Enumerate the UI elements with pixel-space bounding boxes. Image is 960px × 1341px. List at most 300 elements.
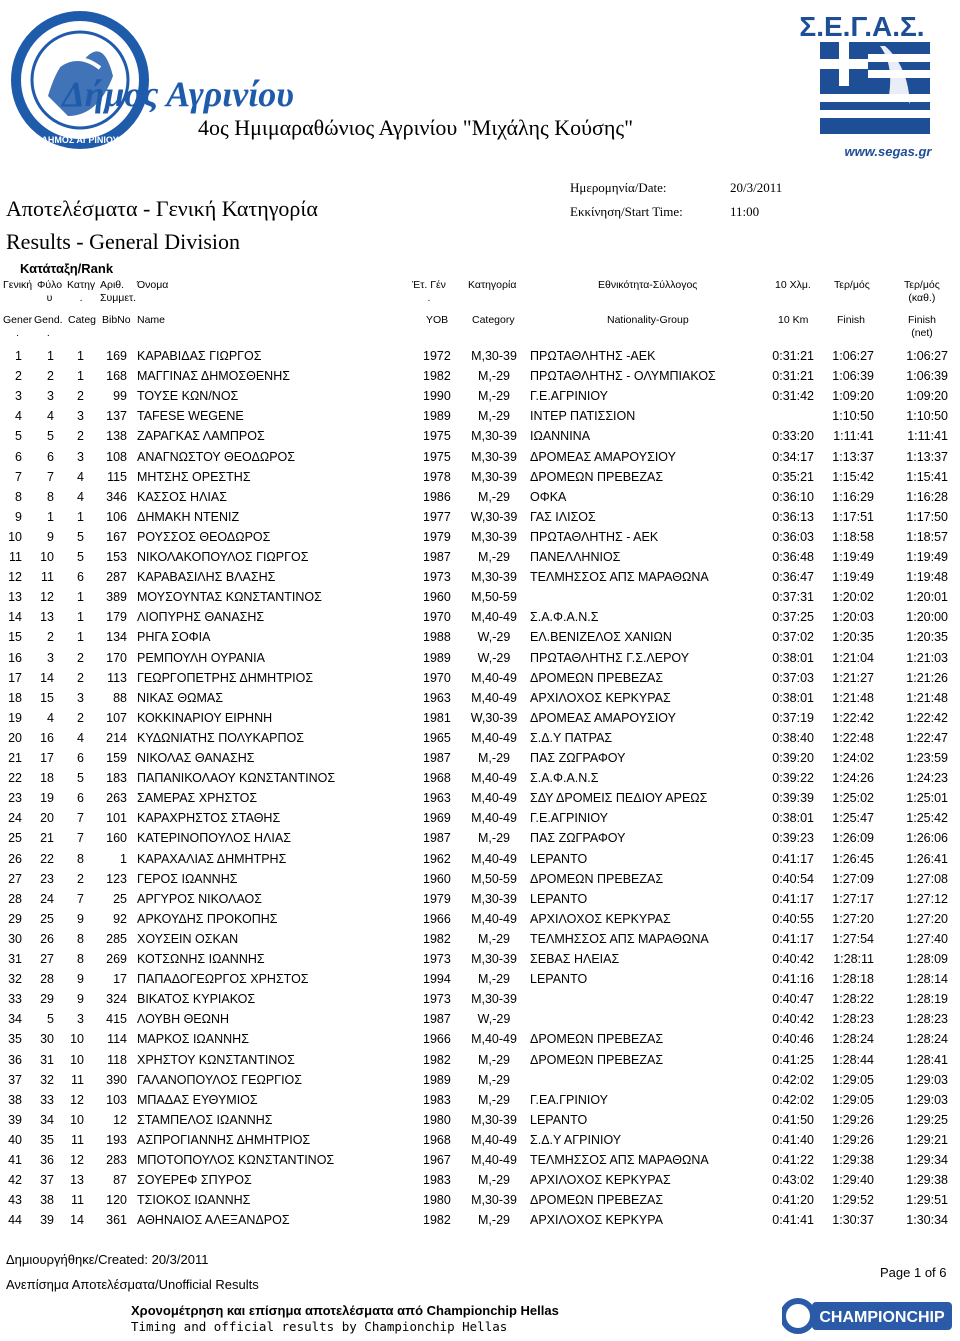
cell-bib-number: 134: [106, 630, 127, 645]
cell-split-10km: 0:41:40: [772, 1132, 814, 1147]
table-row: [0, 1090, 960, 1110]
col-finish-en: Finish: [837, 314, 866, 326]
cell-rank: 3: [15, 389, 22, 404]
cell-year-of-birth: 1979: [423, 529, 451, 544]
table-row: [0, 1029, 960, 1049]
cell-category-rank: 1: [77, 509, 84, 524]
cell-gender-rank: 28: [40, 972, 54, 987]
cell-category-rank: 3: [77, 690, 84, 705]
cell-net-time: 1:16:28: [906, 489, 948, 504]
table-row: [0, 788, 960, 808]
cell-category: M,30-39: [471, 570, 517, 585]
cell-year-of-birth: 1967: [423, 1153, 451, 1167]
cell-bib-number: 106: [106, 509, 127, 524]
cell-club: ΠΡΩΤΑΘΛΗΤΗΣ - ΑΕΚ: [530, 529, 659, 544]
cell-athlete-name: ΣΟΥΕΡΕΦ ΣΠΥΡΟΣ: [137, 1173, 252, 1188]
col-category-gr: Κατηγ .: [67, 279, 96, 304]
cell-finish-time: 1:09:20: [832, 389, 874, 404]
table-row: [0, 969, 960, 989]
table-row: [0, 567, 960, 587]
cell-year-of-birth: 1969: [423, 811, 451, 826]
cell-category: M,40-49: [471, 670, 517, 685]
cell-athlete-name: ΓΕΡΟΣ ΙΩΑΝΝΗΣ: [137, 871, 238, 886]
cell-category: W,30-39: [470, 509, 518, 524]
table-row: [0, 1170, 960, 1190]
table-row: [0, 648, 960, 668]
cell-finish-time: 1:13:37: [832, 449, 874, 464]
cell-gender-rank: 36: [40, 1153, 54, 1167]
cell-net-time: 1:20:00: [906, 610, 948, 625]
footer-created: Δημιουργήθηκε/Created: 20/3/2011: [6, 1252, 209, 1267]
cell-club: ΔΡΟΜΕΑΣ ΑΜΑΡΟΥΣΙΟΥ: [530, 710, 676, 725]
cell-gender-rank: 11: [41, 570, 54, 585]
cell-athlete-name: ΜΠΑΔΑΣ ΕΥΘΥΜΙΟΣ: [137, 1092, 258, 1107]
cell-category: M,-29: [478, 1173, 510, 1188]
table-row: [0, 748, 960, 768]
cell-bib-number: 167: [106, 529, 127, 544]
cell-split-10km: 0:38:01: [772, 811, 814, 826]
cell-bib-number: 179: [106, 610, 127, 625]
cell-athlete-name: ΠΑΠΑΔΟΓΕΩΡΓΟΣ ΧΡΗΣΤΟΣ: [137, 972, 309, 987]
cell-rank: 9: [15, 509, 22, 524]
cell-net-time: 1:18:57: [906, 529, 948, 544]
championchip-swirl-icon: [783, 1301, 813, 1331]
cell-finish-time: 1:25:02: [832, 791, 874, 806]
cell-year-of-birth: 1973: [423, 992, 451, 1007]
cell-athlete-name: ΣΑΜΕΡΑΣ ΧΡΗΣΤΟΣ: [137, 791, 258, 806]
cell-athlete-name: ΜΟΥΣΟΥΝΤΑΣ ΚΩΝΣΤΑΝΤΙΝΟΣ: [137, 590, 322, 605]
cell-net-time: 1:27:12: [906, 891, 948, 906]
cell-bib-number: 168: [106, 369, 127, 384]
date-value: 20/3/2011: [730, 180, 783, 195]
cell-net-time: 1:28:09: [906, 952, 948, 966]
cell-finish-time: 1:27:17: [832, 891, 874, 906]
cell-gender-rank: 8: [47, 489, 54, 504]
cell-club: Σ.Δ.Υ ΠΑΤΡΑΣ: [530, 730, 613, 745]
cell-finish-time: 1:29:26: [832, 1112, 874, 1127]
cell-category: M,-29: [478, 1213, 510, 1228]
cell-gender-rank: 33: [40, 1092, 54, 1107]
cell-gender-rank: 4: [47, 409, 54, 424]
cell-category: M,30-39: [471, 529, 517, 544]
cell-split-10km: 0:41:17: [772, 891, 814, 906]
cell-rank: 21: [8, 751, 22, 765]
table-row: [0, 426, 960, 446]
cell-category: W,-29: [477, 650, 511, 665]
cell-gender-rank: 34: [40, 1112, 54, 1127]
cell-rank: 29: [8, 911, 22, 926]
cell-bib-number: 120: [106, 1193, 127, 1208]
cell-year-of-birth: 1973: [423, 570, 451, 585]
cell-finish-time: 1:21:48: [832, 690, 874, 705]
cell-category: W,30-39: [470, 710, 518, 725]
cell-category: M,40-49: [471, 791, 517, 806]
cell-net-time: 1:29:03: [906, 1072, 948, 1087]
cell-club: Γ.Ε.ΑΓΡΙΝΙΟΥ: [530, 389, 608, 404]
cell-gender-rank: 9: [47, 529, 54, 544]
cell-gender-rank: 10: [40, 550, 54, 564]
table-row: [0, 1009, 960, 1029]
table-row: [0, 366, 960, 386]
cell-net-time: 1:28:23: [906, 1012, 948, 1027]
cell-category-rank: 1: [77, 610, 84, 625]
cell-split-10km: 0:36:13: [772, 509, 814, 524]
cell-finish-time: 1:19:49: [832, 550, 874, 564]
cell-gender-rank: 24: [40, 891, 54, 906]
cell-athlete-name: ΚΑΣΣΟΣ ΗΛΙΑΣ: [137, 489, 227, 504]
cell-category: M,-29: [478, 1092, 510, 1107]
cell-category-rank: 6: [77, 570, 84, 585]
cell-gender-rank: 15: [40, 690, 54, 705]
cell-bib-number: 101: [106, 811, 127, 826]
cell-split-10km: 0:41:20: [772, 1193, 814, 1208]
cell-year-of-birth: 1981: [423, 710, 451, 725]
date-label: Ημερομηνία/Date:: [570, 180, 667, 195]
cell-net-time: 1:27:20: [906, 911, 948, 926]
cell-finish-time: 1:27:20: [832, 911, 874, 926]
cell-category-rank: 1: [77, 630, 84, 645]
col-category-en: Categ: [68, 314, 97, 326]
cell-finish-time: 1:21:04: [832, 650, 874, 665]
cell-rank: 24: [8, 811, 22, 826]
cell-rank: 25: [8, 831, 22, 846]
cell-athlete-name: ΤΣΙΟΚΟΣ ΙΩΑΝΝΗΣ: [137, 1193, 251, 1208]
table-row: [0, 949, 960, 969]
cell-net-time: 1:20:35: [906, 630, 948, 645]
cell-bib-number: 114: [107, 1032, 127, 1047]
cell-club: ΤΕΛΜΗΣΣΟΣ ΑΠΣ ΜΑΡΑΘΩΝΑ: [530, 1153, 709, 1167]
cell-athlete-name: ΑΡΚΟΥΔΗΣ ΠΡΟΚΟΠΗΣ: [137, 911, 278, 926]
cell-year-of-birth: 1982: [423, 1213, 451, 1228]
table-row: [0, 929, 960, 949]
cell-year-of-birth: 1989: [423, 650, 451, 665]
cell-athlete-name: ΔΗΜΑΚΗ ΝΤΕΝΙΖ: [137, 509, 240, 524]
cell-year-of-birth: 1963: [423, 791, 451, 806]
cell-rank: 11: [9, 550, 22, 564]
cell-split-10km: 0:31:21: [772, 369, 814, 384]
cell-year-of-birth: 1965: [423, 730, 451, 745]
cell-rank: 17: [8, 670, 22, 685]
rank-label: Κατάταξη/Rank: [20, 261, 114, 276]
cell-category-rank: 3: [77, 1012, 84, 1027]
cell-club: Σ.Α.Φ.Α.Ν.Σ: [530, 610, 599, 625]
cell-club: ΤΕΛΜΗΣΣΟΣ ΑΠΣ ΜΑΡΑΘΩΝΑ: [530, 570, 709, 585]
col-club-en: Nationality-Group: [607, 314, 689, 326]
table-row: [0, 447, 960, 467]
start-time-label: Εκκίνηση/Start Time:: [570, 204, 683, 219]
cell-year-of-birth: 1973: [423, 952, 451, 966]
cell-category-rank: 2: [77, 650, 84, 665]
cell-split-10km: 0:38:01: [772, 690, 814, 705]
segas-logo-text: Σ.Ε.Γ.Α.Σ.: [799, 11, 925, 42]
cell-club: ΑΡΧΙΛΟΧΟΣ ΚΕΡΚΥΡΑ: [530, 1213, 663, 1228]
cell-finish-time: 1:30:37: [832, 1213, 874, 1228]
cell-finish-time: 1:28:22: [832, 992, 874, 1007]
cell-finish-time: 1:17:51: [832, 509, 874, 524]
table-row: [0, 869, 960, 889]
cell-gender-rank: 20: [40, 811, 54, 826]
cell-split-10km: 0:40:54: [772, 871, 814, 886]
cell-bib-number: 113: [107, 670, 127, 685]
cell-split-10km: 0:40:42: [772, 1012, 814, 1027]
cell-club: ΠΑΝΕΛΛΗΝΙΟΣ: [530, 550, 621, 564]
cell-gender-rank: 38: [40, 1193, 54, 1208]
cell-category: M,-29: [478, 1072, 510, 1087]
cell-athlete-name: ΜΗΤΣΗΣ ΟΡΕΣΤΗΣ: [137, 469, 251, 484]
col-name-gr: Όνομα: [137, 279, 169, 291]
cell-net-time: 1:29:34: [906, 1153, 948, 1167]
municipality-seal-text: ΔΗΜΟΣ ΑΓΡΙΝΙΟΥ: [41, 135, 119, 145]
cell-club: ΠΡΩΤΑΘΛΗΤΗΣ - ΟΛΥΜΠΙΑΚΟΣ: [530, 369, 716, 384]
cell-rank: 27: [8, 871, 22, 886]
cell-gender-rank: 6: [47, 449, 54, 464]
cell-year-of-birth: 1963: [423, 690, 451, 705]
cell-finish-time: 1:26:09: [832, 831, 874, 846]
cell-category-rank: 6: [77, 791, 84, 806]
cell-finish-time: 1:19:49: [832, 570, 874, 585]
cell-split-10km: 0:37:31: [772, 590, 814, 605]
cell-athlete-name: ΓΕΩΡΓΟΠΕΤΡΗΣ ΔΗΜΗΤΡΙΟΣ: [137, 670, 314, 685]
cell-gender-rank: 25: [40, 911, 54, 926]
page-title-english: Results - General Division: [6, 229, 241, 254]
cell-finish-time: 1:06:39: [832, 369, 874, 384]
cell-split-10km: 0:37:25: [772, 610, 814, 625]
cell-bib-number: 159: [106, 751, 127, 765]
cell-year-of-birth: 1970: [423, 610, 451, 625]
cell-finish-time: 1:21:27: [832, 670, 874, 685]
page-number: Page 1 of 6: [880, 1265, 947, 1280]
cell-bib-number: 389: [106, 590, 127, 605]
cell-gender-rank: 3: [47, 650, 54, 665]
col-gender-gr: Φύλο υ: [37, 279, 63, 304]
cell-year-of-birth: 1966: [423, 1032, 451, 1047]
cell-category-rank: 8: [77, 952, 84, 966]
cell-finish-time: 1:28:11: [833, 952, 874, 966]
cell-finish-time: 1:27:54: [832, 931, 874, 946]
cell-split-10km: 0:36:48: [772, 550, 814, 564]
cell-year-of-birth: 1977: [423, 509, 451, 524]
cell-category: M,40-49: [471, 851, 517, 866]
cell-split-10km: 0:37:03: [772, 670, 814, 685]
table-row: [0, 1190, 960, 1210]
cell-club: ΔΡΟΜΕΩΝ ΠΡΕΒΕΖΑΣ: [530, 469, 664, 484]
table-row: [0, 808, 960, 828]
cell-finish-time: 1:29:38: [832, 1153, 874, 1167]
cell-gender-rank: 1: [47, 349, 54, 363]
cell-category: M,30-39: [471, 469, 517, 484]
cell-athlete-name: ΧΡΗΣΤΟΥ ΚΩΝΣΤΑΝΤΙΝΟΣ: [137, 1052, 295, 1067]
cell-rank: 31: [8, 952, 22, 966]
cell-gender-rank: 27: [40, 952, 54, 966]
cell-finish-time: 1:22:48: [832, 730, 874, 745]
cell-finish-time: 1:27:09: [832, 871, 874, 886]
cell-split-10km: 0:41:50: [772, 1112, 814, 1127]
cell-rank: 23: [8, 791, 22, 806]
cell-finish-time: 1:10:50: [832, 409, 874, 424]
cell-rank: 4: [15, 409, 22, 424]
cell-athlete-name: ΚΑΡΑΧΑΛΙΑΣ ΔΗΜΗΤΡΗΣ: [137, 851, 287, 866]
cell-club: ΑΡΧΙΛΟΧΟΣ ΚΕΡΚΥΡΑΣ: [530, 1173, 671, 1188]
cell-club: ΟΦΚΑ: [530, 489, 567, 504]
cell-athlete-name: ΑΣΠΡΟΓΙΑΝΝΗΣ ΔΗΜΗΤΡΙΟΣ: [137, 1132, 311, 1147]
cell-athlete-name: ΡΕΜΠΟΥΛΗ ΟΥΡΑΝΙΑ: [137, 650, 265, 665]
cell-club: ΠΑΣ ΖΩΓΡΑΦΟΥ: [530, 831, 626, 846]
cell-net-time: 1:19:48: [906, 570, 948, 585]
cell-rank: 18: [8, 690, 22, 705]
cell-bib-number: 103: [106, 1092, 127, 1107]
table-row: [0, 386, 960, 406]
cell-rank: 10: [8, 529, 22, 544]
col-yob-en: YOB: [426, 314, 449, 326]
cell-split-10km: 0:41:17: [772, 851, 814, 866]
cell-year-of-birth: 1989: [423, 1072, 451, 1087]
footer-unofficial: Ανεπίσημα Αποτελέσματα/Unofficial Results: [6, 1277, 259, 1292]
cell-category-rank: 8: [77, 931, 84, 946]
cell-club: ΣΔΥ ΔΡΟΜΕΙΣ ΠΕΔΙΟΥ ΑΡΕΩΣ: [530, 791, 708, 806]
cell-year-of-birth: 1978: [423, 469, 451, 484]
cell-athlete-name: ΚΑΡΑΧΡΗΣΤΟΣ ΣΤΑΘΗΣ: [137, 811, 281, 826]
cell-year-of-birth: 1970: [423, 670, 451, 685]
cell-finish-time: 1:28:23: [832, 1012, 874, 1027]
cell-category: M,30-39: [471, 429, 517, 444]
championchip-logo: [782, 1296, 954, 1336]
cell-gender-rank: 26: [40, 931, 54, 946]
cell-rank: 26: [8, 851, 22, 866]
cell-finish-time: 1:11:41: [833, 429, 874, 444]
cell-year-of-birth: 1983: [423, 1092, 451, 1107]
cell-year-of-birth: 1988: [423, 630, 451, 645]
cell-athlete-name: ΓΑΛΑΝΟΠΟΥΛΟΣ ΓΕΩΡΓΙΟΣ: [137, 1072, 302, 1087]
cell-split-10km: 0:40:55: [772, 911, 814, 926]
cell-category: M,30-39: [471, 449, 517, 464]
cell-athlete-name: ΤΟΥΣΕ ΚΩΝ/ΝΟΣ: [137, 389, 239, 404]
cell-year-of-birth: 1986: [423, 489, 451, 504]
cell-category-rank: 4: [77, 469, 84, 484]
col-10km-gr: 10 Χλμ.: [775, 279, 811, 291]
cell-club: LEPANTO: [530, 891, 588, 906]
cell-rank: 8: [15, 489, 22, 504]
cell-category-rank: 3: [77, 409, 84, 424]
cell-split-10km: 0:40:47: [772, 992, 814, 1007]
cell-category: M,-29: [478, 972, 510, 987]
table-row: [0, 1210, 960, 1230]
cell-rank: 41: [8, 1153, 22, 1167]
cell-category-rank: 5: [77, 550, 84, 564]
cell-finish-time: 1:29:40: [832, 1173, 874, 1188]
cell-athlete-name: ΡΗΓΑ ΣΟΦΙΑ: [137, 630, 211, 645]
cell-club: LEPANTO: [530, 972, 588, 987]
cell-gender-rank: 16: [40, 730, 54, 745]
cell-gender-rank: 12: [40, 590, 54, 605]
cell-athlete-name: ΠΑΠΑΝΙΚΟΛΑΟΥ ΚΩΝΣΤΑΝΤΙΝΟΣ: [137, 771, 336, 786]
cell-rank: 38: [8, 1092, 22, 1107]
cell-net-time: 1:17:50: [906, 509, 948, 524]
cell-split-10km: 0:38:01: [772, 650, 814, 665]
cell-finish-time: 1:20:03: [832, 610, 874, 625]
cell-category-rank: 8: [77, 851, 84, 866]
cell-year-of-birth: 1975: [423, 429, 451, 444]
cell-category-rank: 11: [71, 1072, 84, 1087]
cell-finish-time: 1:20:35: [832, 630, 874, 645]
cell-bib-number: 1: [120, 851, 127, 866]
cell-category: M,40-49: [471, 911, 517, 926]
cell-bib-number: 214: [106, 730, 127, 745]
cell-category-rank: 2: [77, 389, 84, 404]
cell-club: ΔΡΟΜΕΩΝ ΠΡΕΒΕΖΑΣ: [530, 871, 664, 886]
cell-net-time: 1:22:42: [906, 710, 948, 725]
cell-finish-time: 1:29:05: [832, 1092, 874, 1107]
cell-split-10km: 0:42:02: [772, 1092, 814, 1107]
cell-bib-number: 99: [113, 389, 127, 404]
cell-category: M,-29: [478, 931, 510, 946]
cell-athlete-name: ΧΟΥΣΕΙΝ ΟΣΚΑΝ: [137, 931, 239, 946]
cell-bib-number: 263: [106, 791, 127, 806]
table-row: [0, 708, 960, 728]
cell-finish-time: 1:16:29: [832, 489, 874, 504]
cell-net-time: 1:21:48: [906, 690, 948, 705]
cell-gender-rank: 14: [40, 670, 54, 685]
col-category-group-en: Category: [472, 314, 515, 326]
cell-net-time: 1:26:41: [906, 851, 948, 866]
cell-bib-number: 283: [106, 1153, 127, 1167]
cell-year-of-birth: 1989: [423, 409, 451, 424]
cell-split-10km: 0:39:20: [772, 751, 814, 765]
cell-club: Σ.Δ.Υ ΑΓΡΙΝΙΟΥ: [530, 1132, 622, 1147]
cell-bib-number: 285: [106, 931, 127, 946]
table-row: [0, 1070, 960, 1090]
cell-category-rank: 11: [71, 1132, 84, 1147]
cell-net-time: 1:27:08: [906, 871, 948, 886]
table-row: [0, 768, 960, 788]
cell-category-rank: 13: [70, 1173, 84, 1188]
cell-split-10km: 0:41:17: [772, 931, 814, 946]
col-net-gr: Τερ/μός (καθ.): [904, 279, 940, 304]
cell-bib-number: 193: [106, 1132, 127, 1147]
table-row: [0, 627, 960, 647]
cell-club: ΠΡΩΤΑΘΛΗΤΗΣ Γ.Σ.ΛΕΡΟΥ: [530, 650, 690, 665]
cell-bib-number: 118: [107, 1052, 127, 1067]
cell-split-10km: 0:42:02: [772, 1072, 814, 1087]
cell-bib-number: 170: [106, 650, 127, 665]
cell-net-time: 1:25:01: [906, 791, 948, 806]
cell-gender-rank: 7: [47, 469, 54, 484]
cell-bib-number: 153: [106, 550, 127, 564]
cell-rank: 12: [8, 570, 22, 585]
cell-bib-number: 415: [106, 1012, 127, 1027]
table-row: [0, 688, 960, 708]
cell-net-time: 1:23:59: [906, 751, 948, 765]
cell-category-rank: 10: [70, 1052, 84, 1067]
cell-club: ΠΡΩΤΑΘΛΗΤΗΣ -ΑΕΚ: [530, 349, 656, 363]
cell-rank: 14: [8, 610, 22, 625]
table-row: [0, 989, 960, 1009]
cell-category: M,30-39: [471, 952, 517, 966]
cell-athlete-name: ΛΙΟΠΥΡΗΣ ΘΑΝΑΣΗΣ: [137, 610, 265, 625]
cell-club: Γ.ΕΑ.ΓΡΙΝΙΟΥ: [530, 1092, 608, 1107]
cell-year-of-birth: 1983: [423, 1173, 451, 1188]
cell-gender-rank: 4: [47, 710, 54, 725]
cell-net-time: 1:10:50: [906, 409, 948, 424]
cell-club: ΔΡΟΜΕΑΣ ΑΜΑΡΟΥΣΙΟΥ: [530, 449, 676, 464]
cell-year-of-birth: 1972: [423, 349, 451, 363]
cell-split-10km: 0:39:23: [772, 831, 814, 846]
cell-category: M,40-49: [471, 811, 517, 826]
cell-category-rank: 3: [77, 449, 84, 464]
table-row: [0, 1150, 960, 1170]
timing-credit-english: Timing and official results by Championchip Hellas: [131, 1319, 508, 1334]
cell-category: M,-29: [478, 1052, 510, 1067]
cell-net-time: 1:19:49: [906, 550, 948, 564]
